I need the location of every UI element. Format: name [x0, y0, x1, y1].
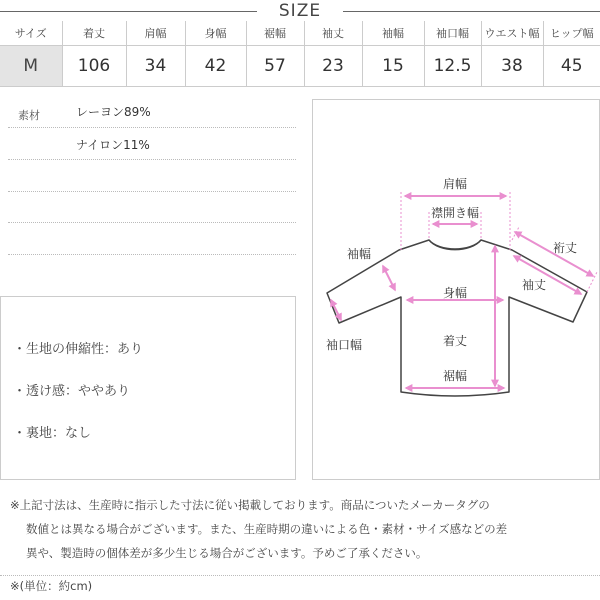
- material-divider: [8, 159, 296, 160]
- cell-body-width: 42: [185, 46, 246, 87]
- header-shoulder: 肩幅: [126, 21, 185, 46]
- size-table-header-row: [0, 21, 600, 46]
- material-divider: [8, 254, 296, 255]
- label-yuki: 裄丈: [552, 241, 578, 255]
- garment-diagram-svg: [313, 100, 600, 481]
- label-sleeve-width: 袖幅: [346, 247, 372, 261]
- label-sleeve-length: 袖丈: [521, 278, 547, 292]
- header-length: 着丈: [62, 21, 126, 46]
- cell-sleeve-width: 15: [362, 46, 424, 87]
- cell-hip-width: 45: [560, 56, 583, 76]
- cell-hem-width: 57: [246, 46, 304, 87]
- cell-cuff-width: 12.5: [424, 46, 481, 87]
- unit-divider: [0, 575, 600, 577]
- property-stretch: ・生地の伸縮性：あり: [13, 342, 144, 357]
- header-sleeve-length: 袖丈: [304, 21, 362, 46]
- cell-length: 106: [62, 46, 126, 87]
- label-neck: 襟開き幅: [430, 206, 480, 220]
- material-label: 素材: [18, 109, 40, 122]
- property-sheerness: ・透け感：ややあり: [13, 384, 131, 399]
- header-cuff-width: 袖口幅: [424, 21, 481, 46]
- cell-shoulder: 34: [126, 46, 185, 87]
- cell-sleeve-length: 23: [304, 46, 362, 87]
- material-divider: [8, 222, 296, 223]
- label-hem: 裾幅: [442, 369, 468, 383]
- cell-size: M: [0, 46, 62, 87]
- header-waist-width: ウエスト幅: [481, 21, 543, 46]
- property-lining: ・裏地：なし: [13, 426, 92, 441]
- note-line-1: ※上記寸法は、生産時に指示した寸法に従い掲載しております。商品についたメーカータグの: [10, 498, 490, 512]
- note-line-3: 異や、製造時の個体差が多少生じる場合がございます。予めご了承ください。: [26, 546, 428, 560]
- label-shoulder: 肩幅: [442, 177, 468, 191]
- header-sleeve-width: 袖幅: [362, 21, 424, 46]
- header-size: サイズ: [0, 21, 62, 46]
- material-line-2: ナイロン11%: [76, 138, 150, 152]
- label-length: 着丈: [442, 334, 468, 348]
- size-title: SIZE: [278, 1, 322, 21]
- fabric-properties-box: [0, 296, 296, 480]
- cell-waist-width: 38: [481, 46, 543, 87]
- label-body-width: 身幅: [442, 286, 468, 300]
- header-hip-width: ヒップ幅: [549, 27, 594, 40]
- material-divider: [8, 191, 296, 192]
- garment-diagram: [312, 99, 600, 480]
- size-table: [0, 21, 600, 87]
- material-divider: [8, 127, 296, 128]
- note-line-2: 数値とは異なる場合がございます。また、生産時期の違いによる色・素材・サイズ感などの差: [26, 522, 508, 536]
- size-table-row: [0, 46, 600, 87]
- header-hem-width: 裾幅: [246, 21, 304, 46]
- unit-note: ※(単位：約cm): [10, 579, 93, 593]
- material-line-1: レーヨン89%: [76, 105, 151, 119]
- label-cuff: 袖口幅: [325, 338, 363, 352]
- header-body-width: 身幅: [185, 21, 246, 46]
